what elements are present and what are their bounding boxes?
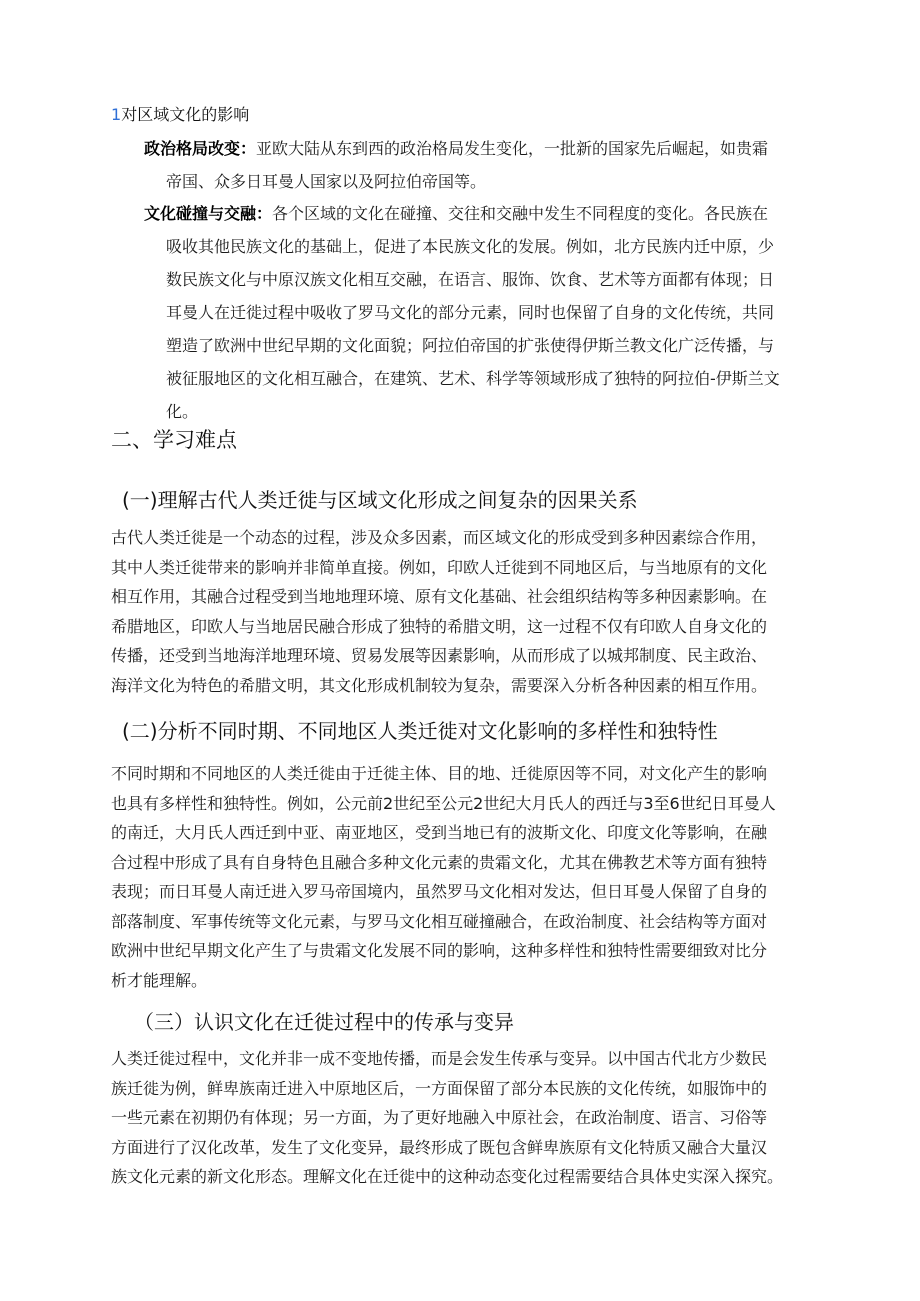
section-heading bbox=[111, 104, 249, 126]
bullet-line: 塑造了欧洲中世纪早期的文化面貌；阿拉伯帝国的扩张使得伊斯兰教文化广泛传播，与 bbox=[166, 336, 775, 355]
paragraph-line: 相互作用，其融合过程受到当地地理环境、原有文化基础、社会组织结构等多种因素影响。在 bbox=[111, 587, 768, 606]
bullet-line: 帝国、众多日耳曼人国家以及阿拉伯帝国等。 bbox=[166, 172, 487, 191]
paragraph-line: 一些元素在初期仍有体现；另一方面，为了更好地融入中原社会，在政治制度、语言、习俗等 bbox=[111, 1108, 768, 1127]
paragraph-line: 合过程中形成了具有自身特色且融合多种文化元素的贵霜文化，尤其在佛教艺术等方面有独特 bbox=[111, 852, 768, 872]
subsection-title-3: （三）认识文化在迁徙过程中的传承与变异 bbox=[134, 1010, 514, 1034]
paragraph-line: 海洋文化为特色的希腊文明，其文化形成机制较为复杂，需要深入分析各种因素的相互作用。 bbox=[111, 675, 768, 695]
paragraph-line: 表现；而日耳曼人南迁进入罗马帝国境内，虽然罗马文化相对发达，但日耳曼人保留了自身的 bbox=[111, 882, 768, 901]
paragraph-1 bbox=[111, 523, 817, 700]
subsection-title-1: (一)理解古代人类迁徙与区域文化形成之间复杂的因果关系 bbox=[122, 488, 638, 512]
paragraph-2 bbox=[111, 759, 817, 995]
bullet-cultural-exchange bbox=[144, 197, 824, 428]
paragraph-line: 方面进行了汉化改革，发生了文化变异，最终形成了既包含鲜卑族原有文化特质又融合大量汉 bbox=[111, 1137, 768, 1157]
paragraph-line: 其中人类迁徙带来的影响并非简单直接。例如，印欧人迁徙到不同地区后，与当地原有的文化 bbox=[111, 557, 768, 577]
paragraph-line: 人类迁徙过程中，文化并非一成不变地传播，而是会发生传承与变异。以中国古代北方少数民 bbox=[111, 1049, 768, 1068]
bullet-separator: ： bbox=[240, 139, 257, 158]
bullet-line: 耳曼人在迁徙过程中吸收了罗马文化的部分元素，同时也保留了自身的文化传统，共同 bbox=[166, 303, 775, 322]
bullet-term: 文化碰撞与交融 bbox=[144, 204, 257, 223]
bullet-separator: ： bbox=[256, 204, 273, 223]
bullet-line: 数民族文化与中原汉族文化相互交融，在语言、服饰、饮食、艺术等方面都有体现；日 bbox=[166, 270, 775, 289]
section-number: 1 bbox=[111, 105, 122, 124]
paragraph-line: 的南迁，大月氏人西迁到中亚、南亚地区，受到当地已有的波斯文化、印度文化等影响，在融 bbox=[111, 823, 768, 842]
paragraph-line: 不同时期和不同地区的人类迁徙由于迁徙主体、目的地、迁徙原因等不同，对文化产生的影响 bbox=[111, 764, 768, 783]
bullet-line: 亚欧大陆从东到西的政治格局发生变化，一批新的国家先后崛起，如贵霜 bbox=[256, 139, 769, 158]
paragraph-3 bbox=[111, 1044, 817, 1192]
paragraph-line: 传播，还受到当地海洋地理环境、贸易发展等因素影响，从而形成了以城邦制度、民主政治、 bbox=[111, 646, 768, 665]
paragraph-line: 欧洲中世纪早期文化产生了与贵霜文化发展不同的影响，这种多样性和独特性需要细致对比分 bbox=[111, 941, 768, 960]
bullet-political-change bbox=[144, 132, 824, 198]
paragraph-line: 族文化元素的新文化形态。理解文化在迁徙中的这种动态变化过程需要结合具体史实深入探究。 bbox=[111, 1167, 784, 1186]
paragraph-line: 族迁徙为例，鲜卑族南迁进入中原地区后，一方面保留了部分本民族的文化传统，如服饰中的 bbox=[111, 1078, 768, 1098]
bullet-line: 各个区域的文化在碰撞、交往和交融中发生不同程度的变化。各民族在 bbox=[272, 204, 769, 223]
section-title: 对区域文化的影响 bbox=[121, 105, 250, 124]
paragraph-line: 部落制度、军事传统等文化元素，与罗马文化相互碰撞融合，在政治制度、社会结构等方面对 bbox=[111, 911, 768, 931]
bullet-line: 被征服地区的文化相互融合，在建筑、艺术、科学等领域形成了独特的阿拉伯-伊斯兰文 bbox=[166, 369, 780, 388]
paragraph-line: 希腊地区，印欧人与当地居民融合形成了独特的希腊文明，这一过程不仅有印欧人自身文化的 bbox=[111, 616, 768, 636]
bullet-line: 化。 bbox=[166, 402, 199, 421]
paragraph-line: 析才能理解。 bbox=[111, 970, 208, 990]
paragraph-line: 古代人类迁徙是一个动态的过程，涉及众多因素，而区域文化的形成受到多种因素综合作用， bbox=[111, 528, 768, 547]
bullet-line: 吸收其他民族文化的基础上，促进了本民族文化的发展。例如，北方民族内迁中原，少 bbox=[166, 237, 775, 256]
bullet-term: 政治格局改变 bbox=[144, 139, 241, 158]
paragraph-line: 也具有多样性和独特性。例如，公元前2世纪至公元2世纪大月氏人的西迁与3至6世纪日耳曼人 bbox=[111, 793, 776, 813]
heading-learning-difficulties: 二、学习难点 bbox=[111, 428, 237, 452]
subsection-title-2: (二)分析不同时期、不同地区人类迁徙对文化影响的多样性和独特性 bbox=[122, 719, 718, 743]
